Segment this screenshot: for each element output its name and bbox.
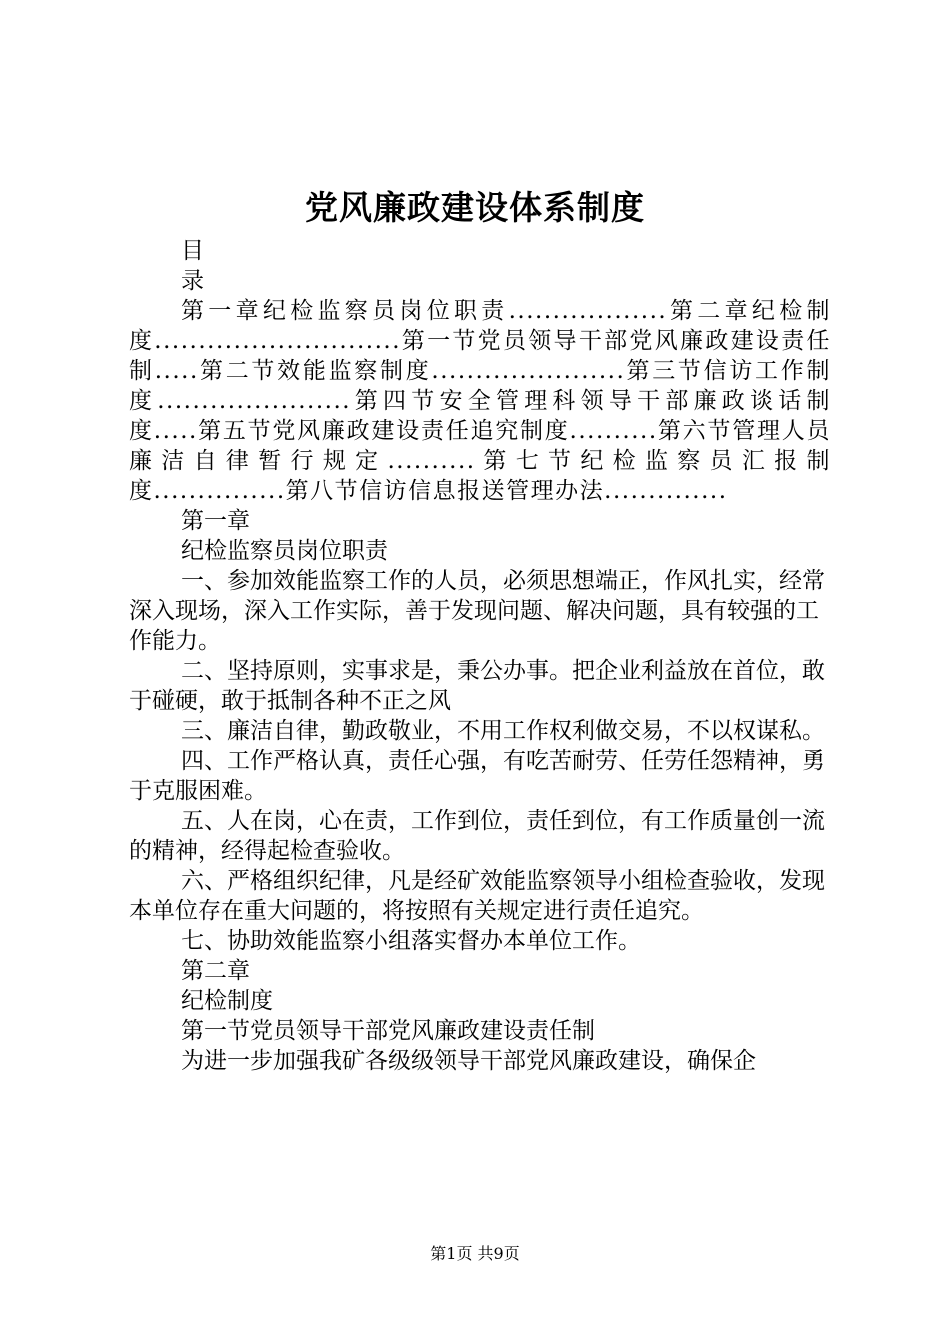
list-item: 二、坚持原则，实事求是，秉公办事。把企业利益放在首位，敢于碰硬，敢于抵制各种不正之风 (129, 658, 825, 714)
document-title: 党风廉政建设体系制度 (305, 188, 645, 227)
table-of-contents: 第一章纪检监察员岗位职责..................第二章纪检制度............................第一节党员领导干部党风廉政建设责任制.....第二节效能监察制度......................第三节信访工作制度......................第四节安全管理科领导干部廉政谈话制度.....第五节党风廉政建设责任追究制度..........第六节管理人员廉洁自律暂行规定..........第七节纪检监察员汇报制度...............第八节信访信息报送管理办法.............. (129, 298, 831, 504)
chapter-2-label: 第二章 (181, 958, 250, 984)
list-item: 六、严格组织纪律，凡是经矿效能监察领导小组检查验收，发现本单位存在重大问题的，将按照有关规定进行责任追究。 (129, 868, 825, 924)
page-footer: 第1页 共9页 (430, 1244, 520, 1263)
list-item: 一、参加效能监察工作的人员，必须思想端正，作风扎实，经常深入现场，深入工作实际，善于发现问题、解决问题，具有较强的工作能力。 (129, 568, 825, 654)
toc-heading-part-1: 目 (181, 238, 204, 264)
document-body (129, 236, 831, 1076)
section-1-text: 为进一步加强我矿各级级领导干部党风廉政建设，确保企 (181, 1048, 756, 1074)
section-1-title: 第一节党员领导干部党风廉政建设责任制 (181, 1018, 595, 1044)
list-item: 七、协助效能监察小组落实督办本单位工作。 (181, 928, 641, 954)
list-item: 三、廉洁自律，勤政敬业，不用工作权利做交易，不以权谋私。 (181, 718, 825, 744)
chapter-2-title: 纪检制度 (181, 988, 273, 1014)
list-item: 四、工作严格认真，责任心强，有吃苦耐劳、任劳任怨精神，勇于克服困难。 (129, 748, 825, 804)
toc-heading-part-2: 录 (181, 268, 204, 294)
list-item: 五、人在岗，心在责，工作到位，责任到位，有工作质量创一流的精神，经得起检查验收。 (129, 808, 825, 864)
chapter-1-title: 纪检监察员岗位职责 (181, 538, 388, 564)
chapter-1-label: 第一章 (181, 508, 250, 534)
